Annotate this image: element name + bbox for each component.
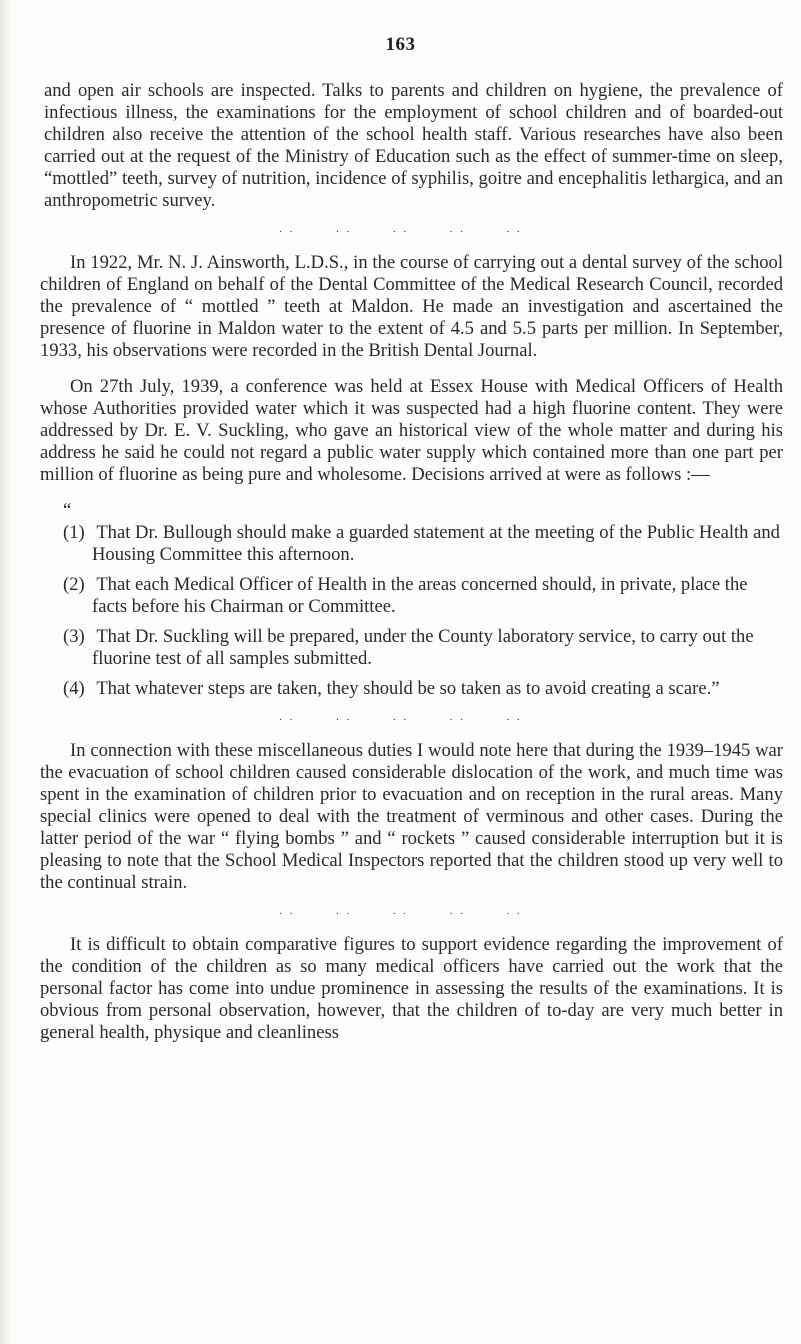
decision-text: That Dr. Suckling will be prepared, under the County laboratory service, to carry out the fluorine test of all samples submitted. bbox=[92, 626, 754, 669]
section-separator bbox=[0, 710, 801, 730]
separator-dots: · · bbox=[335, 226, 352, 238]
decision-number: “ (1) bbox=[63, 500, 85, 543]
decision-number: (4) bbox=[63, 678, 85, 699]
separator-dots: · · bbox=[506, 714, 523, 726]
separator-dots: · · bbox=[506, 226, 523, 238]
decision-text: That whatever steps are taken, they should be so taken as to avoid creating a scare.” bbox=[96, 678, 720, 699]
separator-dots: · · bbox=[335, 908, 352, 920]
separator-dots: · · bbox=[392, 226, 409, 238]
decision-number: (3) bbox=[63, 626, 85, 647]
paragraph-comparative-figures: It is difficult to obtain comparative figures to support evidence regarding the improvement of the condition of the children as so many medical officers have carried out the work that the personal factor has come into undue prominence in assessing the results of the examinations. It is obvious from personal observation, however, that the children of to-day are very much better in general health, physique and cleanliness bbox=[40, 934, 783, 1043]
separator-dots: · · bbox=[392, 908, 409, 920]
decision-text: That Dr. Bullough should make a guarded statement at the meeting of the Public Health and Housing Committee this afternoon. bbox=[92, 522, 780, 565]
separator-dots: · · bbox=[449, 908, 466, 920]
paragraph-dental-survey: In 1922, Mr. N. J. Ainsworth, L.D.S., in the course of carrying out a dental survey of the school children of England on behalf of the Dental Committee of the Medical Research Council, recorded the prevalence of “ mottled ” teeth at Maldon. He made an investigation and ascertained the presence of fluorine in Maldon water to the extent of 4.5 and 5.5 parts per million. In September, 1933, his observations were recorded in the British Dental Journal. bbox=[40, 252, 783, 361]
paragraph-wartime-evacuation: In connection with these miscellaneous duties I would note here that during the 1939–1945 war the evacuation of school children caused considerable dislocation of the work, and much time was spent in the examination of children prior to evacuation and on reception in the rural areas. Many special clinics were opened to deal with the treatment of verminous and other cases. During the latter period of the war “ flying bombs ” and “ rockets ” caused considerable interruption but it is pleasing to note that the School Medical Inspectors reported that the children stood up very well to the continual strain. bbox=[40, 740, 783, 893]
decision-item bbox=[0, 500, 801, 566]
section-separator bbox=[0, 904, 801, 924]
separator-dots: · · bbox=[278, 908, 295, 920]
decision-text: That each Medical Officer of Health in the areas concerned should, in private, place the facts before his Chairman or Committee. bbox=[92, 574, 748, 617]
separator-dots: · · bbox=[392, 714, 409, 726]
paragraph-fluorine-conference: On 27th July, 1939, a conference was held at Essex House with Medical Officers of Health whose Authorities provided water which it was suspected had a high fluorine content. They were addressed by Dr. E. V. Suckling, who gave an historical view of the whole matter and during his address he said he could not regard a public water supply which contained more than one part per million of fluorine as being pure and wholesome. Decisions arrived at were as follows :— bbox=[40, 376, 783, 485]
decision-item bbox=[0, 626, 801, 670]
page-body bbox=[0, 80, 801, 1044]
separator-dots: · · bbox=[278, 226, 295, 238]
paragraph-school-health-duties: and open air schools are inspected. Talks to parents and children on hygiene, the prevalence of infectious illness, the examinations for the employment of school children and of boarded-out children also receive the attention of the school health staff. Various researches have also been carried out at the request of the Ministry of Education such as the effect of summer-time on sleep, “mottled” teeth, survey of nutrition, incidence of syphilis, goitre and encephalitis lethargica, and an anthropometric survey. bbox=[44, 80, 783, 211]
separator-dots: · · bbox=[449, 226, 466, 238]
separator-dots: · · bbox=[278, 714, 295, 726]
separator-dots: · · bbox=[506, 908, 523, 920]
decision-item bbox=[0, 678, 801, 700]
page-number: 163 bbox=[385, 34, 416, 55]
section-separator bbox=[0, 222, 801, 242]
decision-item bbox=[0, 574, 801, 618]
decision-number: (2) bbox=[63, 574, 85, 595]
separator-dots: · · bbox=[335, 714, 352, 726]
separator-dots: · · bbox=[449, 714, 466, 726]
